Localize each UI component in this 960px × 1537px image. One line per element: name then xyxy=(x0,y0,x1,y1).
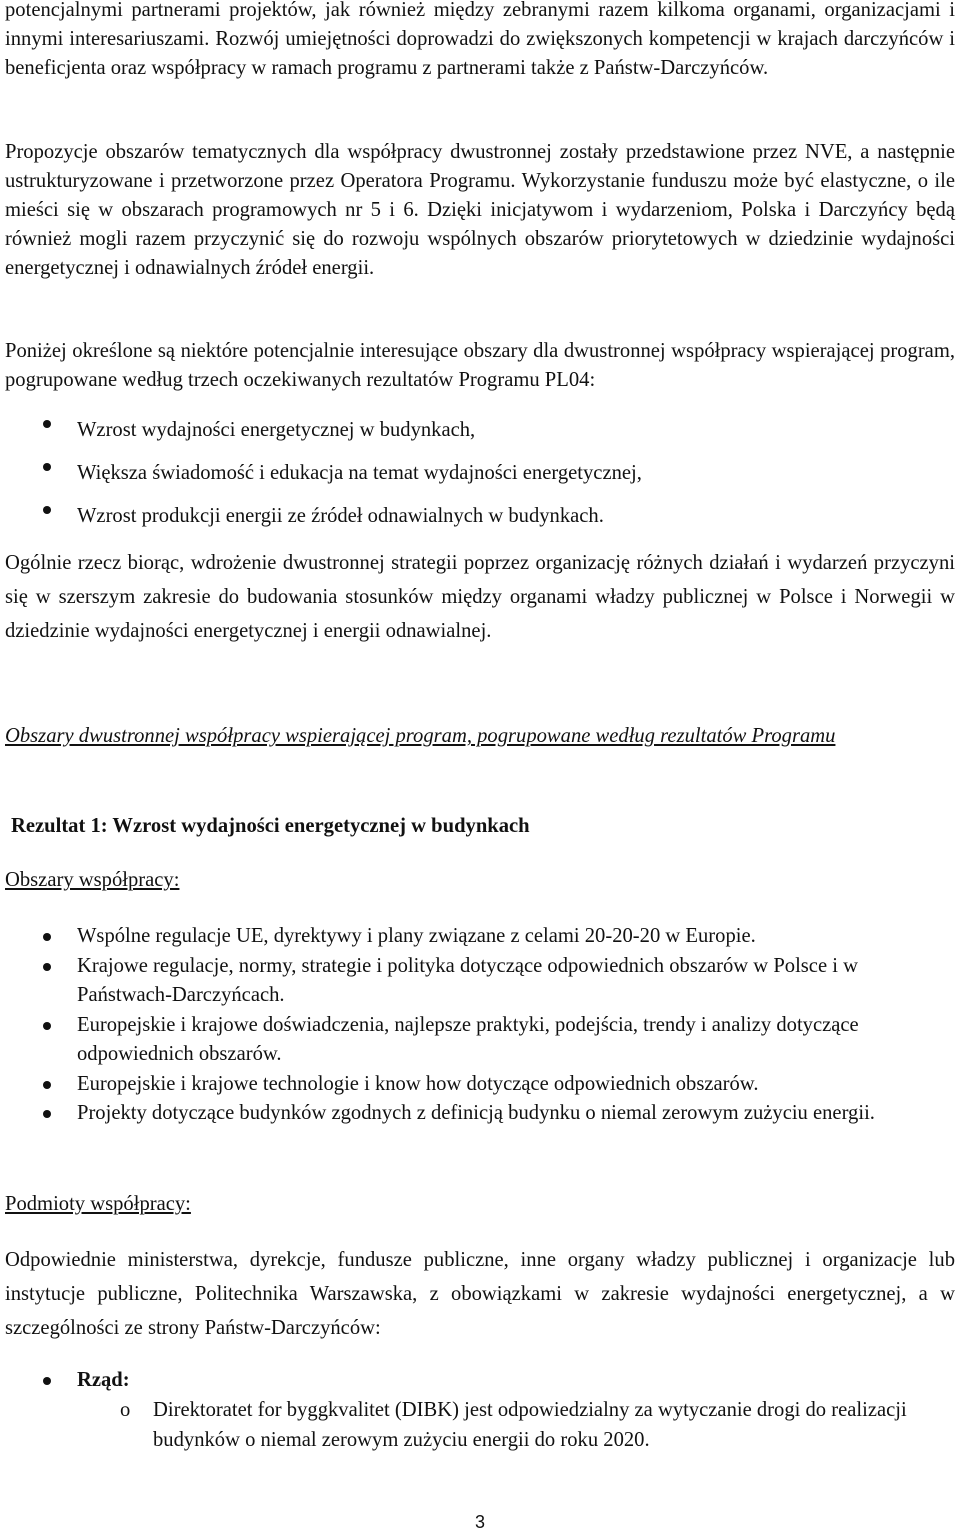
proposals-paragraph: Propozycje obszarów tematycznych dla współpracy dwustronnej zostały przedstawione przez NVE, a następnie ustrukturyzowane i przetworzone przez Operatora Programu. Wykorzystanie funduszu może być elastyczne, o ile mieści się w obszarach programowych nr 5 i 6. Dzięki inicjatywom i wydarzeniom, Polska i Darczyńcy będą również mogli razem przyczynić się do rozwoju wspólnych obszarów priorytetowych w dziedzinie wydajności energetycznej i odnawialnych źródeł energii. xyxy=(5,141,955,279)
list-item: Europejskie i krajowe technologie i know how dotyczące odpowiednich obszarów. xyxy=(40,1070,940,1100)
list-item: Krajowe regulacje, normy, strategie i polityka dotyczące odpowiednich obszarów w Polsce i w Państwach-Darczyńcach. xyxy=(40,952,940,1011)
areas-heading: Obszary współpracy: xyxy=(5,869,180,891)
list-item: Wspólne regulacje UE, dyrektywy i plany związane z celami 20-20-20 w Europie. xyxy=(40,922,940,952)
below-paragraph: Poniżej określone są niektóre potencjalnie interesujące obszary dla dwustronnej współpracy wspierającej program, pogrupowane według trzech oczekiwanych rezultatów Programu PL04: xyxy=(5,340,955,391)
cooperation-areas-heading: Obszary dwustronnej współpracy wspierającej program, pogrupowane według rezultatów Programu xyxy=(5,725,836,747)
expected-results-list xyxy=(40,409,940,538)
entities-heading: Podmioty współpracy: xyxy=(5,1193,191,1215)
list-item: Wzrost wydajności energetycznej w budynkach, xyxy=(40,409,940,452)
government-label: Rząd: xyxy=(40,1366,940,1395)
intro-paragraph: potencjalnymi partnerami projektów, jak również między zebranymi razem kilkoma organami, organizacjami i innymi interesariuszami. Rozwój umiejętności doprowadzi do zwiększonych kompetencji w krajach darczyńców i beneficjenta oraz współpracy w ramach programu z partnerami także z Państw-Darczyńców. xyxy=(5,0,955,79)
overall-paragraph: Ogólnie rzecz biorąc, wdrożenie dwustronnej strategii poprzez organizację różnych działań i wydarzeń przyczyni się w szerszym zakresie do budowania stosunków między organami władzy publicznej w Polsce i Norwegii w dziedzinie wydajności energetycznej i energii odnawialnej. xyxy=(5,552,955,642)
list-item: Europejskie i krajowe doświadczenia, najlepsze praktyki, podejścia, trendy i analizy dotyczące odpowiednich obszarów. xyxy=(40,1011,940,1070)
list-item: Wzrost produkcji energii ze źródeł odnawialnych w budynkach. xyxy=(40,495,940,538)
list-item: Większa świadomość i edukacja na temat wydajności energetycznej, xyxy=(40,452,940,495)
areas-list xyxy=(40,922,940,1129)
result-1-heading: Rezultat 1: Wzrost wydajności energetycznej w budynkach xyxy=(11,815,530,837)
entities-paragraph: Odpowiednie ministerstwa, dyrekcje, fundusze publiczne, inne organy władzy publicznej i organizacje lub instytucje publiczne, Politechnika Warszawska, z obowiązkami w zakresie wydajności energetycznej, a w szczególności ze strony Państw-Darczyńców: xyxy=(5,1249,955,1339)
page-number: 3 xyxy=(474,1512,485,1532)
government-list xyxy=(40,1366,940,1395)
list-item: o Direktoratet for byggkvalitet (DIBK) jest odpowiedzialny za wytyczanie drogi do realizacji budynków o niemal zerowym zużyciu energii do roku 2020. xyxy=(120,1395,950,1455)
list-item: Projekty dotyczące budynków zgodnych z definicją budynku o niemal zerowym zużyciu energii. xyxy=(40,1099,940,1129)
government-sublist xyxy=(120,1395,950,1455)
